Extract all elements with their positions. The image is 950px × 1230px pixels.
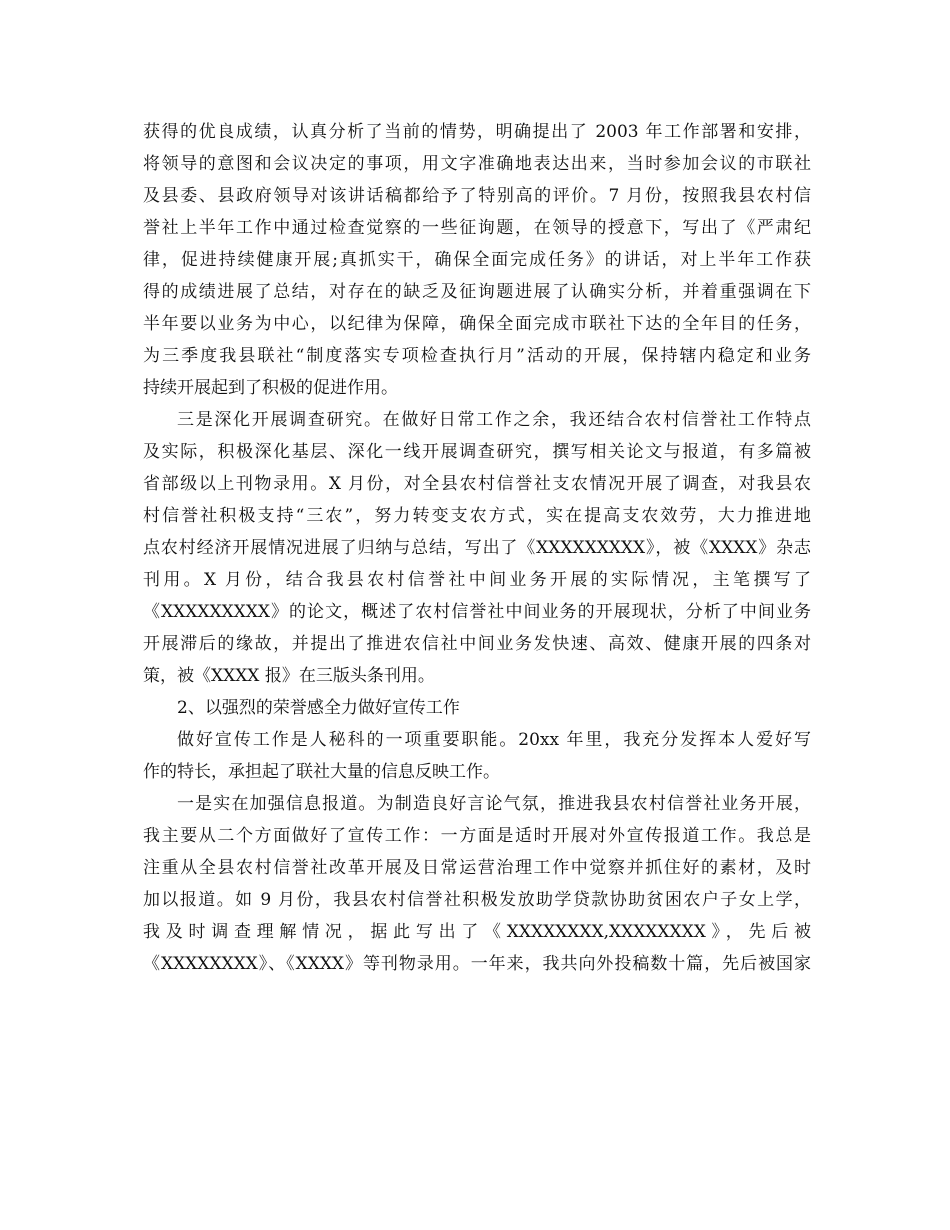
document-body (143, 116, 811, 980)
text-line: 省部级以上刊物录用。X 月份，对全县农村信誉社支农情况开展了调查，对我县农 (143, 474, 811, 494)
text-line: 得的成绩进展了总结，对存在的缺乏及征询题进展了认确实分析，并着重强调在下 (143, 282, 811, 302)
text-line: 点农村经济开展情况进展了归纳与总结，写出了《XXXXXXXXX》，被《XXXX》杂志 (143, 538, 811, 558)
text-line: 我主要从二个方面做好了宣传工作：一方面是适时开展对外宣传报道工作。我总是 (143, 826, 811, 846)
text-line-paragraph-end: 策，被《XXXX 报》在三版头条刊用。 (143, 666, 435, 686)
paragraph-start-line: 一是实在加强信息报道。为制造良好言论气氛，推进我县农村信誉社业务开展， (177, 794, 811, 814)
text-line: 我及时调查理解情况，据此写出了《XXXXXXXX,XXXXXXXX》，先后被 (143, 922, 811, 942)
paragraph-start-line: 做好宣传工作是人秘科的一项重要职能。20xx 年里，我充分发挥本人爱好写 (177, 730, 811, 750)
text-line-paragraph-end: 持续开展起到了积极的促进作用。 (143, 378, 398, 398)
text-line: 加以报道。如 9 月份，我县农村信誉社积极发放助学贷款协助贫困农户子女上学， (143, 890, 811, 910)
text-line: 《XXXXXXXX》、《XXXX》等刊物录用。一年来，我共向外投稿数十篇，先后被国家 (143, 954, 811, 974)
text-line: 律，促进持续健康开展;真抓实干，确保全面完成任务》的讲话，对上半年工作获 (143, 250, 811, 270)
text-line: 刊用。X 月份，结合我县农村信誉社中间业务开展的实际情况，主笔撰写了 (143, 570, 811, 590)
text-line-paragraph-end: 作的特长，承担起了联社大量的信息反映工作。 (143, 762, 500, 782)
section-heading: 2、以强烈的荣誉感全力做好宣传工作 (177, 698, 460, 718)
text-line: 《XXXXXXXXX》的论文，概述了农村信誉社中间业务的开展现状，分析了中间业务 (143, 602, 811, 622)
paragraph-start-line: 三是深化开展调查研究。在做好日常工作之余，我还结合农村信誉社工作特点 (177, 410, 811, 430)
text-line: 将领导的意图和会议决定的事项，用文字准确地表达出来，当时参加会议的市联社 (143, 154, 811, 174)
text-line: 开展滞后的缘故，并提出了推进农信社中间业务发快速、高效、健康开展的四条对 (143, 634, 811, 654)
text-line: 誉社上半年工作中通过检查觉察的一些征询题，在领导的授意下，写出了《严肃纪 (143, 218, 811, 238)
text-line: 及实际，积极深化基层、深化一线开展调查研究，撰写相关论文与报道，有多篇被 (143, 442, 811, 462)
text-line: 及县委、县政府领导对该讲话稿都给予了特别高的评价。7 月份，按照我县农村信 (143, 186, 811, 206)
text-line: 村信誉社积极支持“三农”，努力转变支农方式，实在提高支农效劳，大力推进地 (143, 506, 811, 526)
text-line: 获得的优良成绩，认真分析了当前的情势，明确提出了 2003 年工作部署和安排， (143, 122, 811, 142)
text-line: 为三季度我县联社“制度落实专项检查执行月”活动的开展，保持辖内稳定和业务 (143, 346, 811, 366)
text-line: 半年要以业务为中心，以纪律为保障，确保全面完成市联社下达的全年目的任务， (143, 314, 811, 334)
text-line: 注重从全县农村信誉社改革开展及日常运营治理工作中觉察并抓住好的素材，及时 (143, 858, 811, 878)
